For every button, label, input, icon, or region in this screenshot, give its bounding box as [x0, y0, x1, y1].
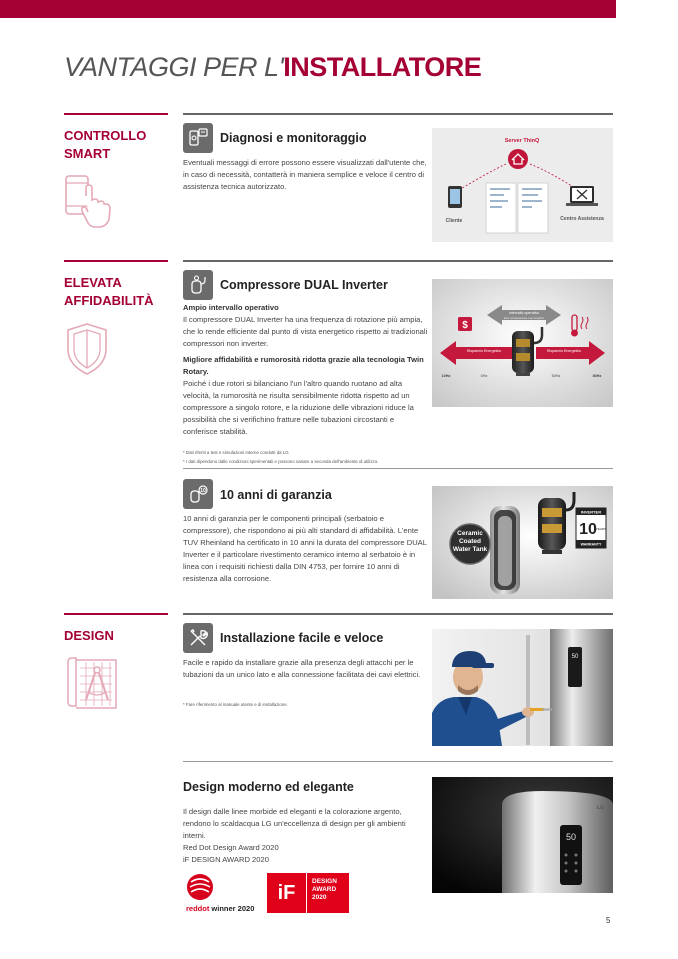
section-divider-left [64, 260, 168, 262]
installer-photo [432, 629, 613, 746]
section-divider-left [64, 613, 168, 615]
diagram-server-label: Server ThinQ [504, 138, 540, 144]
feature-divider [183, 761, 613, 762]
install-footnote: * Fare riferimento al manuale utente e di installazione. [183, 702, 288, 707]
compressor-text-block [183, 302, 430, 438]
compressor-subtitle-twin: Migliore affidabilità e rumorosità ridotta grazie alla tecnologia Twin Rotary. [183, 355, 424, 376]
feature-text-modern: Il design dalle linee morbide ed eleganti e la colorazione argento, rendono lo scaldacqua LG un'eccellenza di design per gli ambienti interni. [183, 807, 406, 840]
install-unit-display: 50 [571, 654, 579, 660]
graphic-range-sublabel: Eco compressore non inverter [503, 316, 545, 320]
reddot-logo-icon [185, 872, 215, 902]
compressor-range-image [432, 279, 613, 407]
compressor-subtitle-range: Ampio intervallo operativo [183, 303, 279, 312]
compressor-text-range: Il compressore DUAL Inverter ha una frequenza di rotazione più ampia, che lo rende efficiente dal punto di vista energetico rispetto ai tradizionali compressori non inverter. [183, 315, 428, 348]
section-label-design: DESIGN [64, 628, 114, 643]
graphic-tick-0: 10Hz [441, 374, 451, 378]
feature-title-compressor: Compressore DUAL Inverter [220, 278, 388, 292]
graphic-tick-1: 0Hz [480, 374, 488, 378]
graphic-saving-right: Risparmio Energetico [546, 349, 582, 353]
modern-text-block [183, 806, 429, 866]
thinq-home-icon [508, 149, 528, 169]
modern-design-photo [432, 777, 613, 893]
page-title-bold: INSTALLATORE [283, 52, 482, 82]
compressor-text-twin: Poiché i due rotori si bilanciano l'un l'altro quando ruotano ad alta velocità, la rumorosità ne risulta sensibilmente ridotta rispetto ad un compressore a singolo rotore, e la riduzione delle vibrazioni riduce la possibilità che si verifichino fratture nelle tubazioni circostanti e conferisce stabilità. [183, 379, 414, 436]
feature-title-install: Installazione facile e veloce [220, 631, 384, 645]
section-divider-right [183, 260, 613, 262]
graphic-range-label: Intervallo operativo [508, 311, 540, 315]
page-title [64, 52, 481, 83]
thinq-diagram-image [432, 128, 613, 242]
feature-divider [183, 468, 613, 469]
feature-text-diagnosis: Eventuali messaggi di errore possono essere visualizzati dall'utente che, in caso di necessità, contatterà in maniera semplice e veloce il centro di assistenza tecnica autorizzato. [183, 158, 427, 191]
svg-text:INVERTER: INVERTER [580, 509, 602, 515]
feature-text-warranty: 10 anni di garanzia per le componenti principali (serbatoio e compressore), che rispondono ai più alti standard di affidabilità. L'ente TUV Rheinland ha certificato in 10 anni la durata del compressore DUAL Inverter e il particolare rivestimento ceramico interno al serbatoio è in linea con i requisiti richiesti dalla DIN 4753, per fornire 10 anni di resistenza alla corrosione. [183, 514, 427, 583]
feature-text-install: Facile e rapido da installare grazie alla presenza degli attacchi per le tubazioni da un unico lato e alla connessione facilitata dei cavi elettrici. [183, 658, 421, 679]
design-compass-icon [64, 654, 120, 717]
warranty-icon [183, 479, 213, 509]
section-divider-right [183, 113, 613, 115]
svg-text:WARRANTY: WARRANTY [580, 542, 602, 547]
touch-phone-icon [64, 174, 114, 235]
award-if-text: iF DESIGN AWARD 2020 [183, 855, 269, 864]
svg-text:YEARS: YEARS [595, 527, 607, 531]
page-number: 5 [606, 916, 611, 925]
compressor-icon [183, 270, 213, 300]
ceramic-tank-image [432, 486, 613, 599]
compressor-footnote-2: * I dati dipendono dalle condizioni sperimentali e possono variare a seconda dell'ambiente di utilizzo. [183, 459, 379, 464]
section-label-smart: CONTROLLO SMART [64, 128, 147, 161]
section-divider-right [183, 613, 613, 615]
tools-icon [183, 623, 213, 653]
section-divider-left [64, 113, 168, 115]
award-reddot-text: Red Dot Design Award 2020 [183, 843, 279, 852]
svg-text:10: 10 [200, 488, 206, 494]
shield-icon [64, 321, 110, 382]
feature-title-modern: Design moderno ed elegante [183, 780, 354, 794]
water-heater-unit [550, 629, 613, 746]
diagram-center-label: Centro Assistenza [560, 216, 604, 222]
svg-text:10: 10 [579, 521, 597, 538]
heater-display-readout: 50 [565, 832, 577, 842]
graphic-saving-left: Risparmio Energetico [466, 349, 502, 353]
diagnosis-icon [183, 123, 213, 153]
page-title-light: VANTAGGI PER L' [64, 52, 284, 82]
lg-brand-mark: LG [597, 805, 604, 811]
section-label-reliability: ELEVATA AFFIDABILITÀ [64, 275, 154, 308]
graphic-tick-2: 50Hz [551, 374, 561, 378]
diagram-client-label: Cliente [445, 218, 463, 224]
feature-title-diagnosis: Diagnosi e monitoraggio [220, 131, 367, 145]
svg-text:$: $ [462, 320, 468, 331]
compressor-footnote-1: * Dati riferiti a test e simulazioni interne condotti da LG [183, 450, 289, 455]
if-design-award-logo: iF DESIGN AWARD 2020 [267, 873, 349, 913]
feature-title-warranty: 10 anni di garanzia [220, 488, 332, 502]
graphic-tick-3: 80Hz [592, 374, 602, 378]
reddot-winner-label: reddot winner 2020 [186, 904, 255, 913]
top-accent-bar [0, 0, 616, 18]
if-logo-mark: iF [277, 881, 296, 904]
ceramic-badge-text: Ceramic Coated Water Tank [452, 530, 488, 553]
